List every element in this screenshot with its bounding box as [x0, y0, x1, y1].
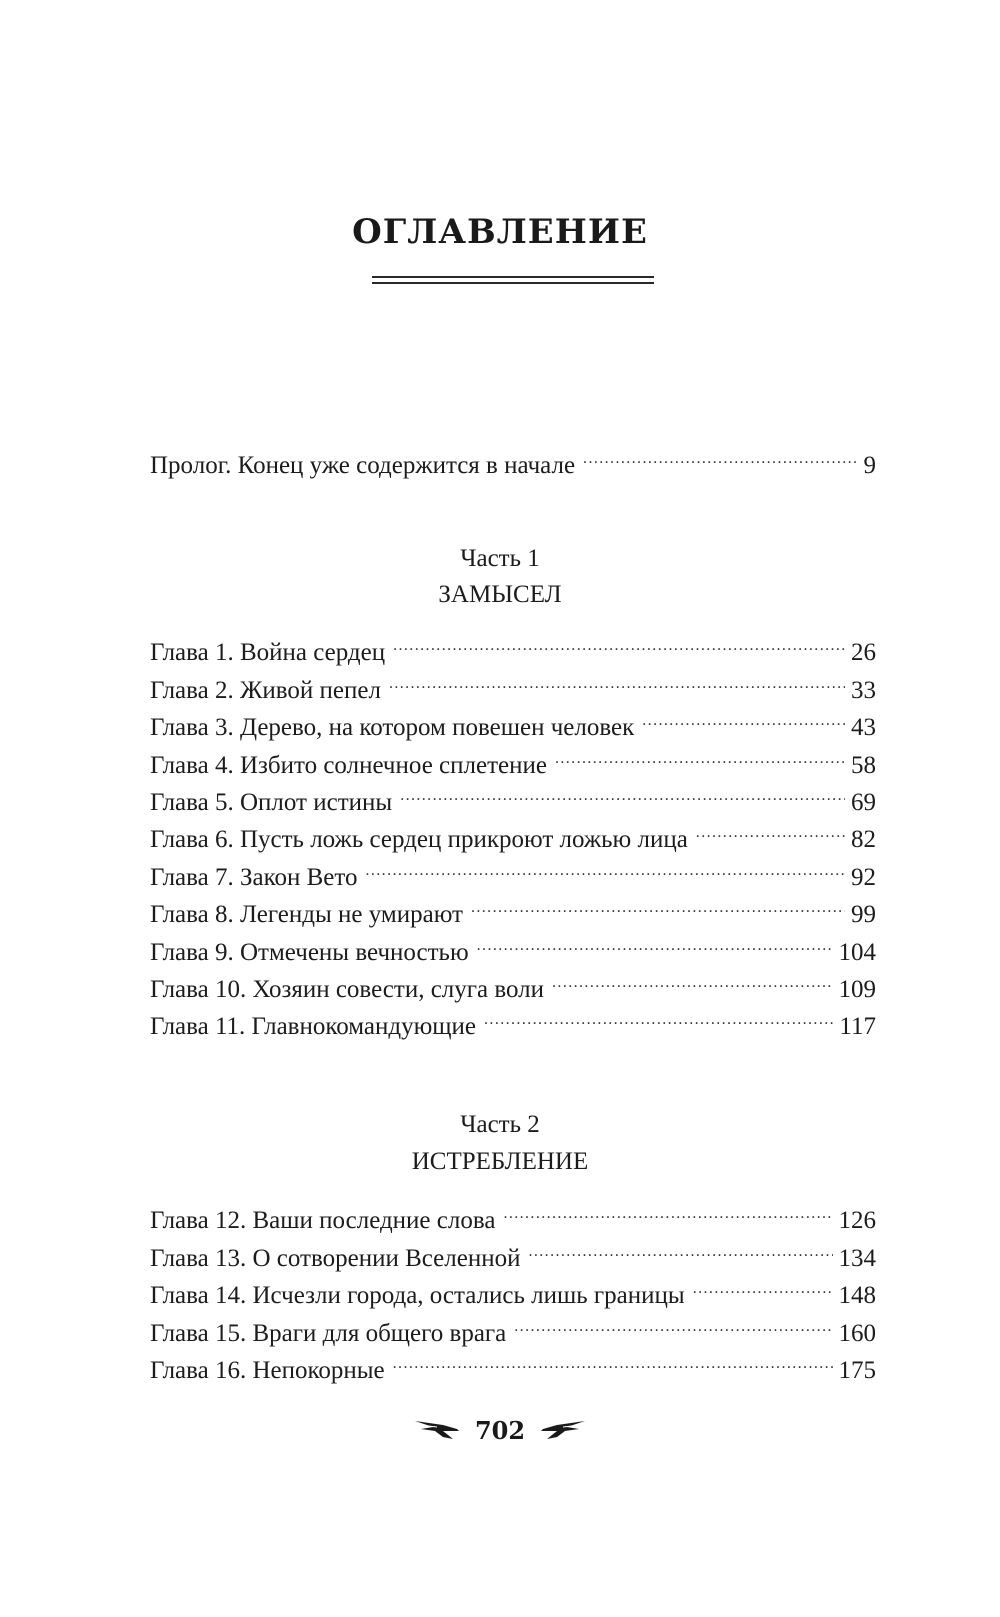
- toc-entry-label: Глава 6. Пусть ложь сердец прикроют ложью лица: [150, 826, 688, 854]
- toc-entry-page: 33: [851, 676, 876, 704]
- toc-entry-page: 92: [851, 863, 876, 891]
- toc-entry-label: Глава 1. Война сердец: [150, 639, 386, 667]
- dot-leader: [477, 922, 833, 959]
- toc-entry-page: 26: [851, 639, 876, 667]
- toc-entry-page: 99: [851, 901, 876, 929]
- toc-entry-page: 148: [838, 1282, 876, 1310]
- part-2-title: ИСТРЕБЛЕНИЕ: [411, 1148, 589, 1175]
- dot-leader: [471, 885, 845, 922]
- dot-leader: [389, 660, 845, 697]
- dot-leader: [503, 1191, 832, 1228]
- dot-leader: [583, 436, 857, 473]
- wing-right-icon: [539, 1417, 587, 1443]
- dot-leader: [552, 960, 832, 997]
- dot-leader: [484, 997, 833, 1034]
- toc-entry-label: Глава 12. Ваши последние слова: [150, 1207, 496, 1235]
- toc-entry-label: Глава 2. Живой пепел: [150, 676, 381, 704]
- toc-entry-page: 58: [851, 751, 876, 779]
- page-folio: [0, 1410, 1000, 1450]
- toc-entry-page: 9: [863, 452, 876, 480]
- toc-entry-label: Глава 13. О сотворении Вселенной: [150, 1244, 521, 1272]
- page-number: 702: [474, 1415, 526, 1445]
- toc-entry-page: 160: [838, 1319, 876, 1347]
- part-2-label: Часть 2: [460, 1111, 540, 1138]
- toc-entry-label: Глава 7. Закон Вето: [150, 863, 358, 891]
- wing-left-icon: [413, 1417, 461, 1443]
- toc-entry-label: Глава 4. Избито солнечное сплетение: [150, 751, 547, 779]
- toc-entry-page: 126: [838, 1207, 876, 1235]
- toc-entry-label: Глава 5. Оплот истины: [150, 788, 393, 816]
- toc-entry-label: Глава 3. Дерево, на котором повешен человек: [150, 714, 635, 742]
- title-double-rule: [372, 276, 654, 284]
- part-1-title: ЗАМЫСЕЛ: [438, 581, 562, 608]
- dot-leader: [528, 1228, 832, 1265]
- toc-entry-label: Глава 9. Отмечены вечностью: [150, 938, 469, 966]
- toc-entry-page: 43: [851, 714, 876, 742]
- toc-entry-page: 117: [839, 1013, 876, 1041]
- toc-entry-label: Глава 11. Главнокомандующие: [150, 1013, 477, 1041]
- toc-entry[interactable]: [150, 623, 876, 667]
- dot-leader: [555, 735, 845, 772]
- toc-entry[interactable]: [150, 436, 876, 480]
- toc-entry-page: 134: [838, 1244, 876, 1272]
- dot-leader: [393, 1341, 833, 1378]
- toc-entry-label: Глава 16. Непокорные: [150, 1356, 385, 1384]
- dot-leader: [514, 1303, 832, 1340]
- part-1-label: Часть 1: [460, 545, 540, 572]
- toc-part-1-list: [150, 623, 876, 1041]
- toc-entry-label: Глава 8. Легенды не умирают: [150, 901, 463, 929]
- dot-leader: [642, 698, 845, 735]
- toc-entry-label: Глава 15. Враги для общего врага: [150, 1319, 507, 1347]
- toc-entry-page: 109: [838, 975, 876, 1003]
- dot-leader: [393, 623, 845, 660]
- dot-leader: [693, 1266, 833, 1303]
- toc-entry-page: 175: [838, 1356, 876, 1384]
- toc-entry-page: 69: [851, 788, 876, 816]
- dot-leader: [696, 810, 845, 847]
- toc-entry-page: 104: [838, 938, 876, 966]
- toc-entry-label: Глава 10. Хозяин совести, слуга воли: [150, 975, 545, 1003]
- dot-leader: [365, 847, 845, 884]
- toc-entry-label: Глава 14. Исчезли города, остались лишь границы: [150, 1282, 685, 1310]
- toc-entry-label: Пролог. Конец уже содержится в начале: [150, 452, 576, 480]
- toc-entry-page: 82: [851, 826, 876, 854]
- toc-entry[interactable]: [150, 1191, 876, 1235]
- toc-part-2-list: [150, 1191, 876, 1384]
- page-title: ОГЛАВЛЕНИЕ: [352, 212, 648, 252]
- toc-prologue: [150, 436, 876, 480]
- dot-leader: [400, 773, 845, 810]
